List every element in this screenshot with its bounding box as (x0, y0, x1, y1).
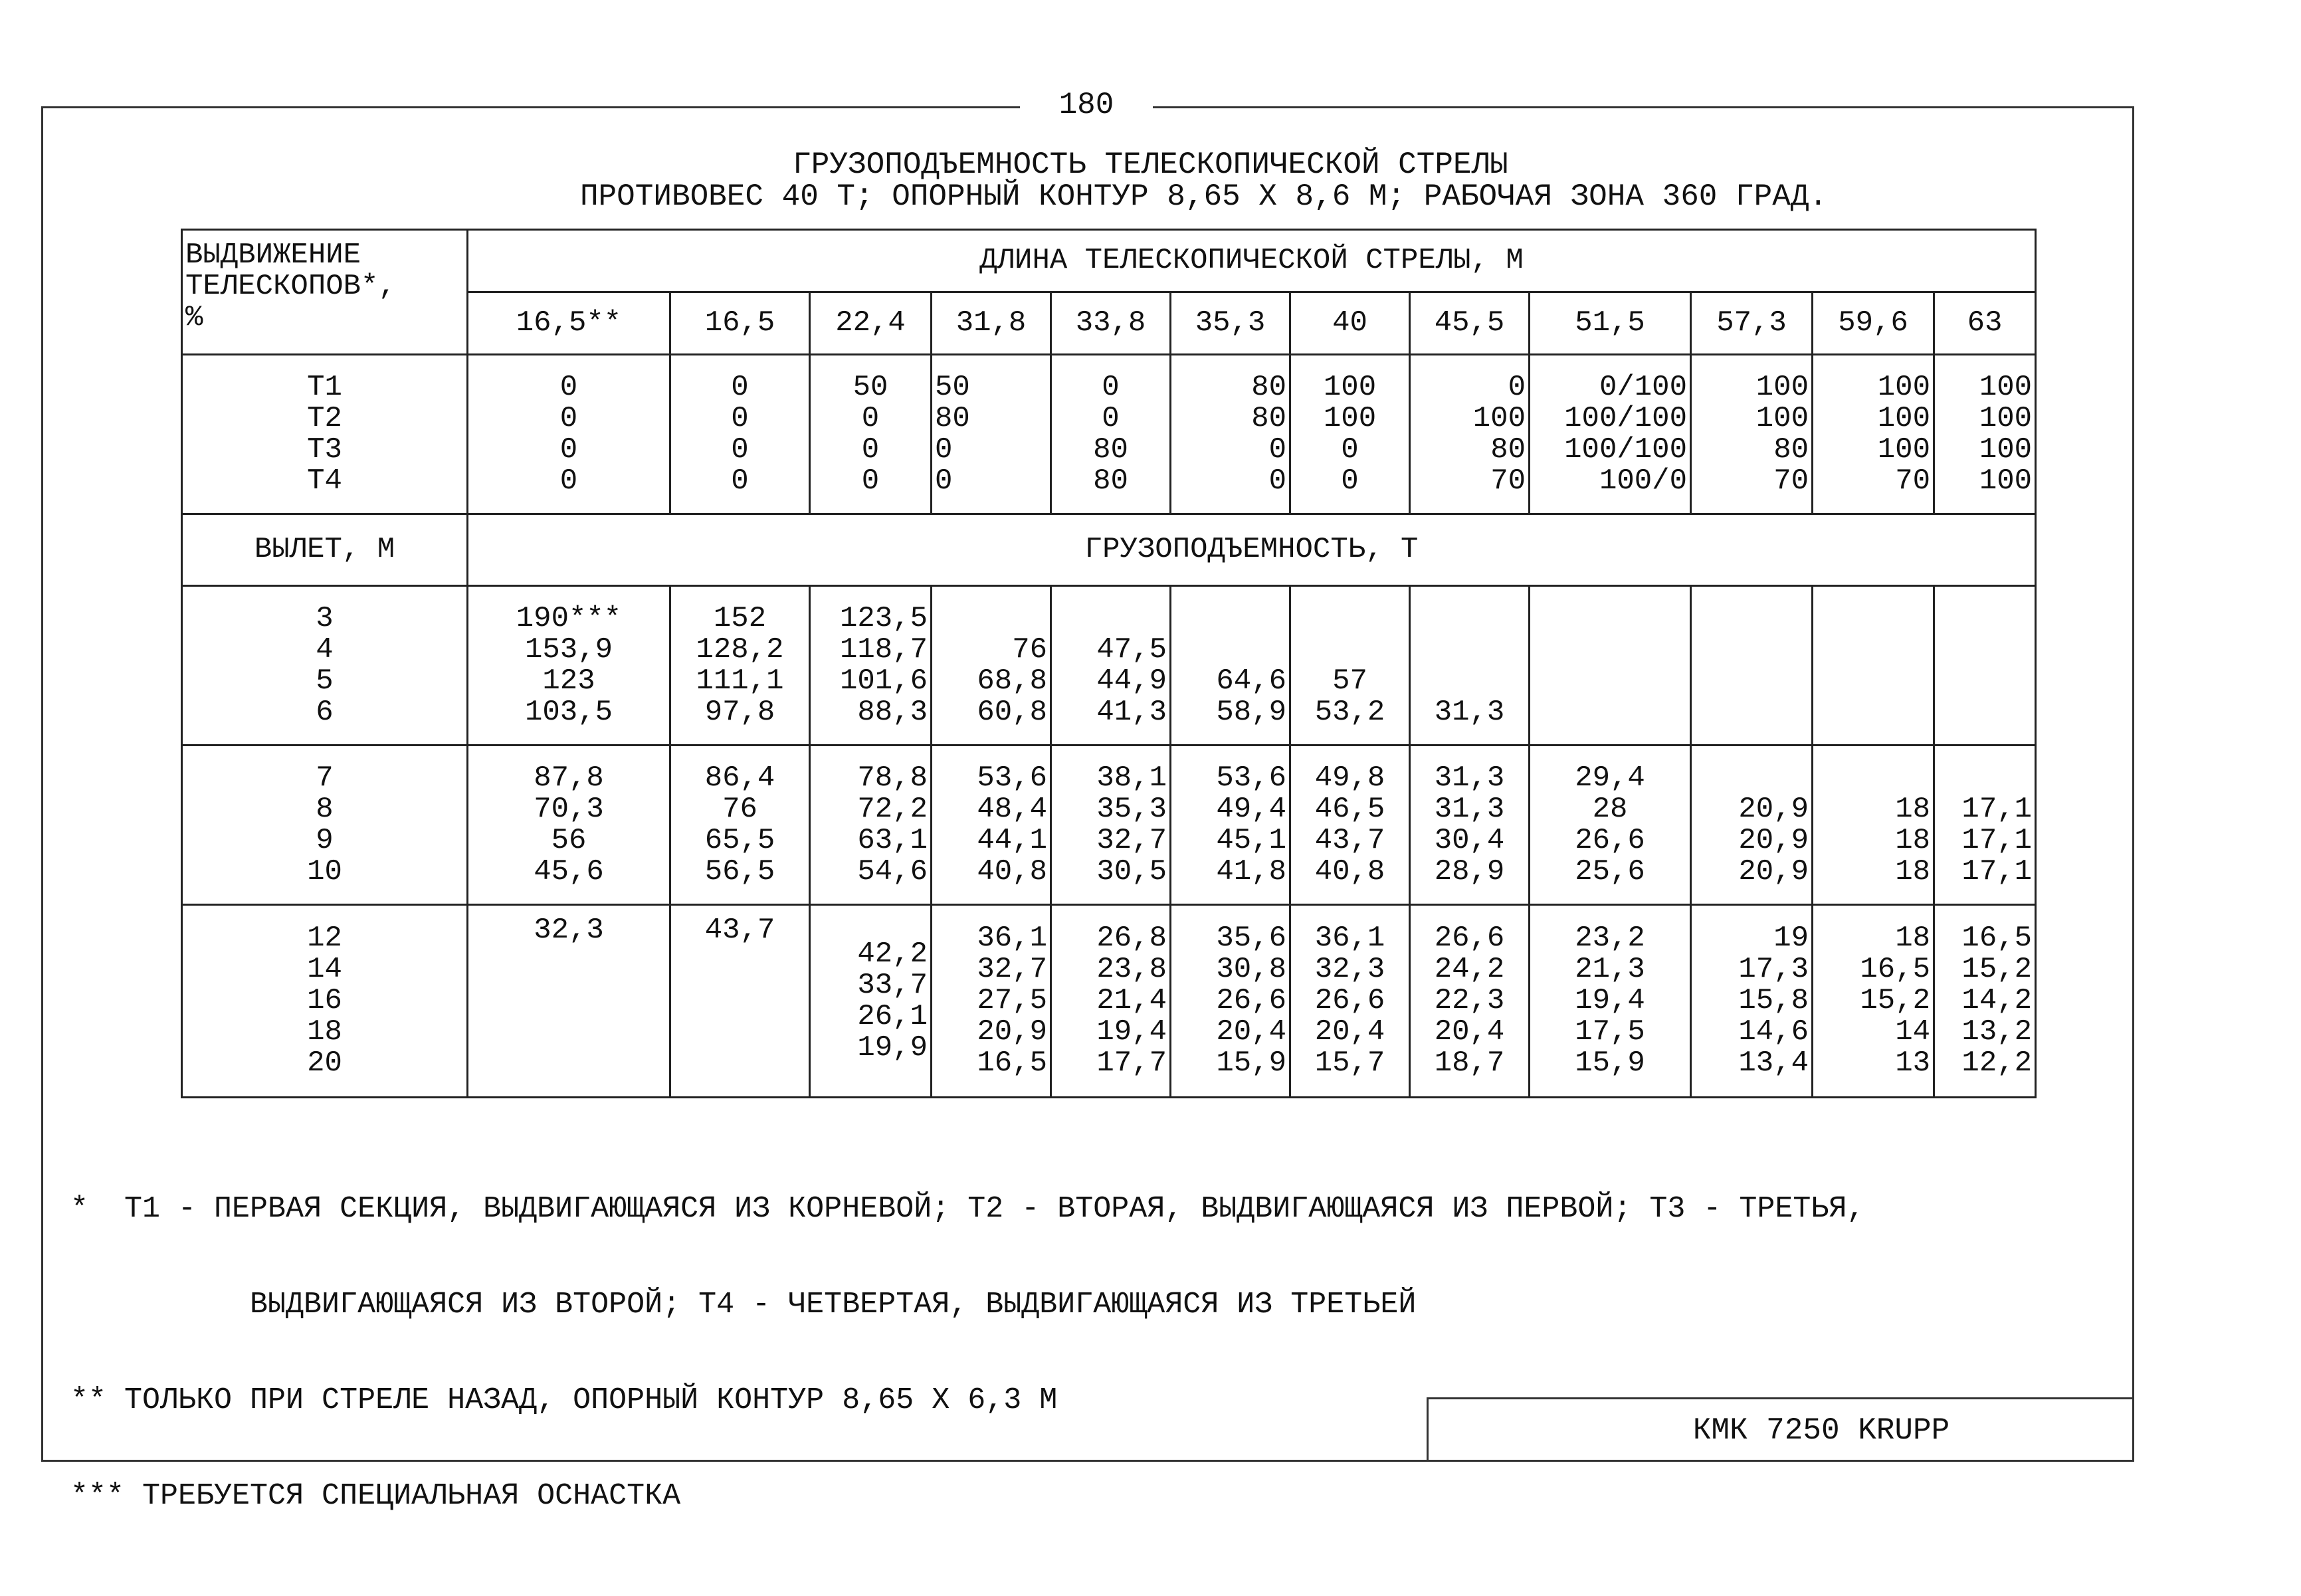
capacity-cell: 26,6 24,2 22,3 20,4 18,7 (1410, 905, 1530, 1098)
capacity-cell (1530, 586, 1691, 746)
capacity-cell: 76 68,8 60,8 (932, 586, 1051, 746)
footnote-1-cont: ВЫДВИГАЮЩАЯСЯ ИЗ ВТОРОЙ; Т4 - ЧЕТВЕРТАЯ, ВЫДВИГАЮЩАЯСЯ ИЗ ТРЕТЬЕЙ (70, 1288, 1417, 1322)
telescope-extension-cell: 0 100 80 70 (1410, 355, 1530, 514)
telescope-extension-cell: 100 100 100 70 (1813, 355, 1934, 514)
capacity-cell: 38,1 35,3 32,7 30,5 (1051, 746, 1171, 905)
radius-cell: 3 4 5 6 (182, 586, 468, 746)
capacity-cell: 78,8 72,2 63,1 54,6 (810, 746, 932, 905)
capacity-cell: 49,8 46,5 43,7 40,8 (1290, 746, 1410, 905)
capacity-cell: 18 18 18 (1813, 746, 1934, 905)
boom-length-cell: 33,8 (1051, 292, 1171, 355)
radius-header: ВЫЛЕТ, М (182, 514, 468, 586)
telescope-extension-cell: 50 0 0 0 (810, 355, 932, 514)
footnote-2: ** ТОЛЬКО ПРИ СТРЕЛЕ НАЗАД, ОПОРНЫЙ КОНТУР 8,65 Х 6,3 М (70, 1383, 1058, 1417)
capacity-cell: 47,5 44,9 41,3 (1051, 586, 1171, 746)
capacity-table (181, 229, 2037, 1098)
capacity-cell: 36,1 32,3 26,6 20,4 15,7 (1290, 905, 1410, 1098)
capacity-cell: 17,1 17,1 17,1 (1934, 746, 2036, 905)
telescope-row (182, 355, 2036, 514)
capacity-cell: 64,6 58,9 (1171, 586, 1290, 746)
footnote-1: * T1 - ПЕРВАЯ СЕКЦИЯ, ВЫДВИГАЮЩАЯСЯ ИЗ КОРНЕВОЙ; Т2 - ВТОРАЯ, ВЫДВИГАЮЩАЯСЯ ИЗ ПЕРВОЙ; Т3 - ТРЕТЬЯ, (70, 1192, 1865, 1226)
capacity-cell: 190*** 153,9 123 103,5 (468, 586, 670, 746)
capacity-cell: 42,2 33,7 26,1 19,9 (810, 905, 932, 1098)
capacity-cell (1934, 586, 2036, 746)
capacity-cell: 152 128,2 111,1 97,8 (670, 586, 810, 746)
capacity-cell: 57 53,2 (1290, 586, 1410, 746)
boom-length-cell: 59,6 (1813, 292, 1934, 355)
capacity-group (182, 905, 2036, 1098)
capacity-cell: 29,4 28 26,6 25,6 (1530, 746, 1691, 905)
capacity-cell: 53,6 49,4 45,1 41,8 (1171, 746, 1290, 905)
capacity-cell (1813, 586, 1934, 746)
capacity-cell: 23,2 21,3 19,4 17,5 15,9 (1530, 905, 1691, 1098)
capacity-cell: 18 16,5 15,2 14 13 (1813, 905, 1934, 1098)
capacity-group (182, 746, 2036, 905)
capacity-cell: 26,8 23,8 21,4 19,4 17,7 (1051, 905, 1171, 1098)
capacity-cell: 87,8 70,3 56 45,6 (468, 746, 670, 905)
boom-length-cell: 16,5** (468, 292, 670, 355)
table-subtitle: ПРОТИВОВЕС 40 Т; ОПОРНЫЙ КОНТУР 8,65 Х 8,6 М; РАБОЧАЯ ЗОНА 360 ГРАД. (579, 179, 1828, 214)
boom-length-cell: 16,5 (670, 292, 810, 355)
capacity-cell: 16,5 15,2 14,2 13,2 12,2 (1934, 905, 2036, 1098)
capacity-cell: 36,1 32,7 27,5 20,9 16,5 (932, 905, 1051, 1098)
capacity-cell: 86,4 76 65,5 56,5 (670, 746, 810, 905)
telescope-extension-cell: 0 0 0 0 (468, 355, 670, 514)
radius-cell: 12 14 16 18 20 (182, 905, 468, 1098)
telescope-extension-cell: 0 0 80 80 (1051, 355, 1171, 514)
telescope-extension-header: ВЫДВИЖЕНИЕ ТЕЛЕСКОПОВ*, % (182, 230, 468, 355)
capacity-cell: 53,6 48,4 44,1 40,8 (932, 746, 1051, 905)
boom-length-cell: 40 (1290, 292, 1410, 355)
telescope-extension-cell: 100 100 0 0 (1290, 355, 1410, 514)
boom-length-cell: 35,3 (1171, 292, 1290, 355)
telescope-extension-cell: 100 100 80 70 (1691, 355, 1813, 514)
capacity-cell: 20,9 20,9 20,9 (1691, 746, 1813, 905)
telescope-extension-cell: 80 80 0 0 (1171, 355, 1290, 514)
boom-length-cell: 22,4 (810, 292, 932, 355)
page-number: 180 (1020, 85, 1153, 125)
boom-length-cell: 45,5 (1410, 292, 1530, 355)
telescope-extension-cell: 100 100 100 100 (1934, 355, 2036, 514)
radius-cell: 7 8 9 10 (182, 746, 468, 905)
footnote-3: *** ТРЕБУЕТСЯ СПЕЦИАЛЬНАЯ ОСНАСТКА (70, 1479, 681, 1513)
boom-length-header: ДЛИНА ТЕЛЕСКОПИЧЕСКОЙ СТРЕЛЫ, М (468, 230, 2036, 292)
capacity-cell: 32,3 (468, 905, 670, 1098)
capacity-header: ГРУЗОПОДЪЕМНОСТЬ, Т (468, 514, 2036, 586)
table-title: ГРУЗОПОДЪЕМНОСТЬ ТЕЛЕСКОПИЧЕСКОЙ СТРЕЛЫ (793, 148, 1508, 182)
boom-length-cell: 31,8 (932, 292, 1051, 355)
capacity-cell: 35,6 30,8 26,6 20,4 15,9 (1171, 905, 1290, 1098)
capacity-cell: 31,3 (1410, 586, 1530, 746)
telescope-extension-cell: 50 80 0 0 (932, 355, 1051, 514)
telescope-extension-cell: 0 0 0 0 (670, 355, 810, 514)
boom-length-cell: 63 (1934, 292, 2036, 355)
capacity-cell: 43,7 (670, 905, 810, 1098)
telescope-labels: T1 T2 T3 T4 (182, 355, 468, 514)
boom-length-cell: 57,3 (1691, 292, 1813, 355)
capacity-cell: 31,3 31,3 30,4 28,9 (1410, 746, 1530, 905)
boom-length-cell: 51,5 (1530, 292, 1691, 355)
capacity-cell: 19 17,3 15,8 14,6 13,4 (1691, 905, 1813, 1098)
capacity-cell (1691, 586, 1813, 746)
capacity-cell: 123,5 118,7 101,6 88,3 (810, 586, 932, 746)
capacity-group (182, 586, 2036, 746)
title-block-stamp: КМК 7250 KRUPP (1427, 1397, 2134, 1462)
telescope-extension-cell: 0/100 100/100 100/100 100/0 (1530, 355, 1691, 514)
footnotes (70, 1130, 1864, 1544)
